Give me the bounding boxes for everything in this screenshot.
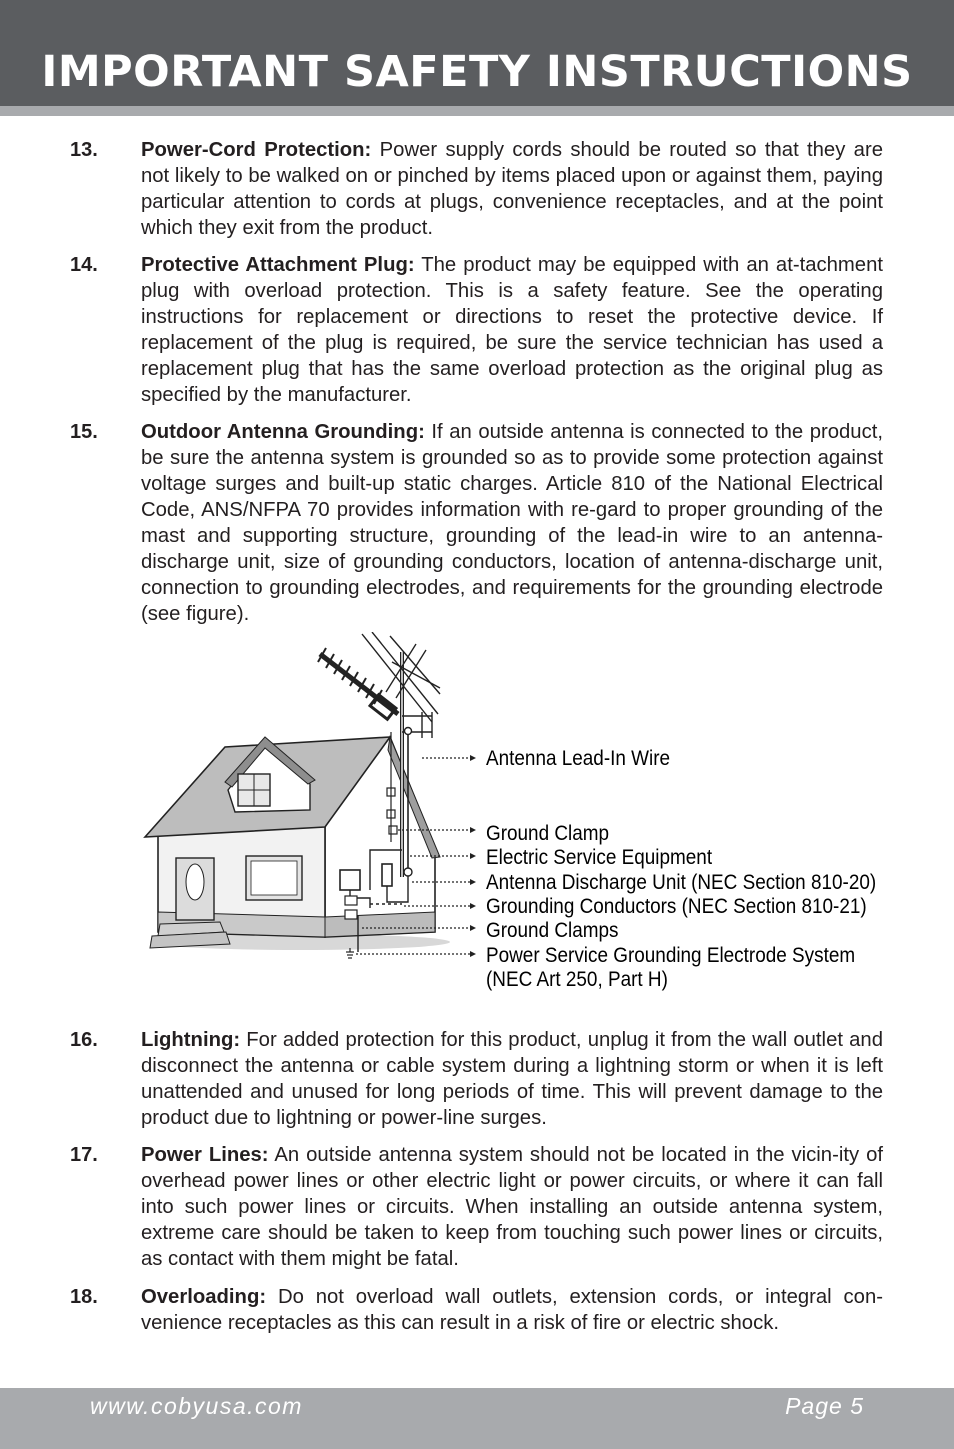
item-body: [141, 419, 883, 627]
antenna-discharge-unit: [382, 864, 392, 886]
item-text: Power supply cords should be routed so that they are not likely to be walked on or pinched by items placed upon or against them, paying particular attention to cords at plugs, convenience receptacles, and at the point which they exit from the product.: [141, 139, 883, 239]
antenna-boom: [320, 654, 398, 714]
item-heading: Outdoor Antenna Grounding:: [141, 421, 425, 443]
item-text: If an outside antenna is connected to the product, be sure the antenna system is grounded so as to provide some protection against voltage surges and built-up static charges. Article 810 of the National Electrical Code, ANS/NFPA 70 provides information with re-gard to proper grounding of the mast and supporting structure, grounding of the lead-in wire to an antenna-discharge unit, size of grounding conductors, location of antenna-discharge unit, connection to grounding electrodes, and requirements for the grounding electrode (see figure).: [141, 421, 883, 625]
page-title: IMPORTANT SAFETY INSTRUCTIONS: [41, 47, 913, 97]
item-heading: Protective Attachment Plug:: [141, 254, 415, 276]
item-text: The product may be equipped with an at-tachment plug with overload protection. This is a safety feature. See the operating instructions for replacement or directions to reset the protective device. If replacement of the plug is required, be sure the service technician has used a replacement plug that has the same overload protection as the original plug as specified by the manufacturer.: [141, 254, 884, 406]
label-antenna-lead-in-wire: Antenna Lead-In Wire: [486, 746, 671, 770]
house-foundation-side: [325, 912, 435, 937]
item-number: 16.: [70, 1029, 98, 1051]
item-number: 14.: [70, 254, 98, 276]
antenna-bracket: [370, 695, 396, 720]
item-text: For added protection for this product, unplug it from the wall outlet and disconnect the antenna or cable system during a lightning storm or when it is left unattended and unused for long periods of time. This will prevent damage to the product due to lightning or power-line surges.: [141, 1029, 883, 1129]
label-ground-clamps: Ground Clamps: [486, 918, 619, 942]
antenna-grounding-figure: [140, 632, 900, 1002]
item-number: 13.: [70, 139, 98, 161]
item-heading: Power-Cord Protection:: [141, 139, 372, 161]
item-body: [141, 137, 883, 241]
label-grounding-electrode-system: Power Service Grounding Electrode System: [486, 943, 856, 967]
item-heading: Overloading:: [141, 1286, 267, 1308]
callout-arrows: [470, 755, 476, 957]
item-body: [141, 1142, 883, 1272]
item-body: [141, 1027, 883, 1131]
item-number: 15.: [70, 421, 98, 443]
label-grounding-conductors: Grounding Conductors (NEC Section 810-21): [486, 894, 867, 918]
lead-in-insulator: [405, 728, 412, 735]
item-body: [141, 1284, 883, 1336]
ground-clamp: [389, 826, 397, 834]
door-window: [186, 864, 204, 900]
label-nec-art-250: (NEC Art 250, Part H): [486, 967, 668, 991]
item-number: 18.: [70, 1286, 98, 1308]
item-number: 17.: [70, 1144, 98, 1166]
page-number: Page 5: [785, 1393, 864, 1419]
item-text: Do not overload wall outlets, extension cords, or integral con-venience receptacles as this can result in a risk of fire or electric shock.: [141, 1286, 883, 1334]
label-ground-clamp: Ground Clamp: [486, 821, 610, 845]
header-accent-line: [0, 106, 954, 116]
item-text: An outside antenna system should not be located in the vicin-ity of overhead power lines or other electric light or power circuits, or where it can fall into such power lines or circuits. When installing an outside antenna system, extreme care should be taken to keep from touching such power lines or circuits, as contact with them might be fatal.: [141, 1144, 883, 1270]
item-body: [141, 252, 883, 408]
label-electric-service-equipment: Electric Service Equipment: [486, 845, 713, 869]
item-heading: Power Lines:: [141, 1144, 269, 1166]
ground-clamps: [345, 896, 357, 905]
footer-website-link[interactable]: www.cobyusa.com: [90, 1393, 303, 1419]
label-antenna-discharge-unit: Antenna Discharge Unit (NEC Section 810-20): [486, 870, 877, 894]
item-heading: Lightning:: [141, 1029, 241, 1051]
electric-service-box: [340, 870, 360, 890]
